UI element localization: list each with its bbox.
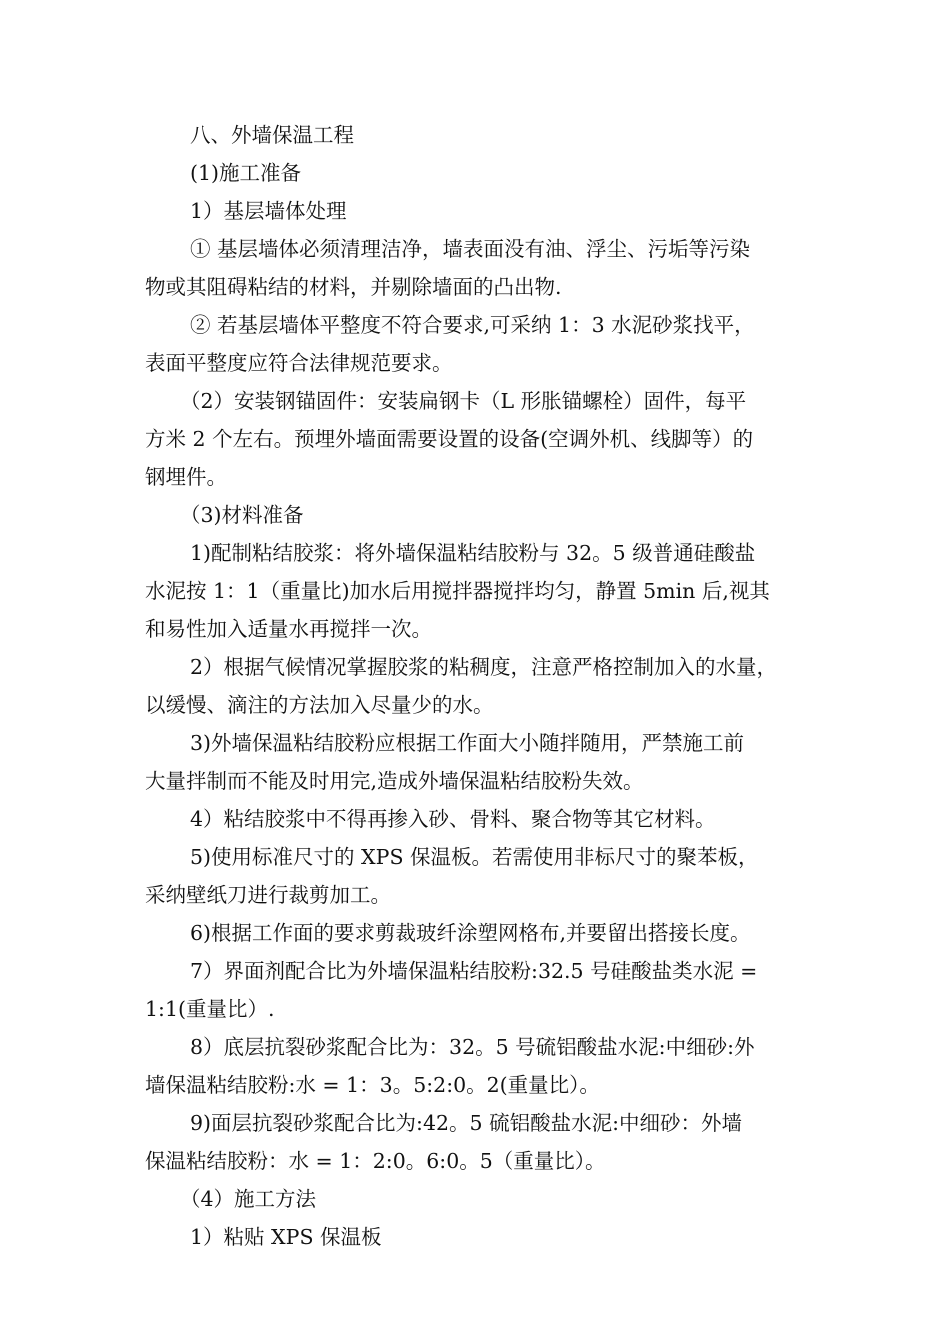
paragraph-line: 方米 2 个左右。预埋外墙面需要设置的设备(空调外机、线脚等）的 — [145, 427, 754, 451]
paragraph-line: 6)根据工作面的要求剪裁玻纤涂塑网格布,并要留出搭接长度。 — [190, 921, 751, 945]
paragraph-line: 采纳壁纸刀进行裁剪加工。 — [145, 883, 391, 907]
paragraph-line: 7）界面剂配合比为外墙保温粘结胶粉:32.5 号硅酸盐类水泥 = — [190, 959, 758, 983]
paragraph-line: 2）根据气候情况掌握胶浆的粘稠度，注意严格控制加入的水量， — [190, 655, 778, 679]
section-heading: 八、外墙保温工程 — [190, 123, 354, 147]
paragraph-line: 表面平整度应符合法律规范要求。 — [145, 351, 453, 375]
paragraph-line: 1)配制粘结胶浆：将外墙保温粘结胶粉与 32。5 级普通硅酸盐 — [190, 541, 756, 565]
paragraph-line: 以缓慢、滴注的方法加入尽量少的水。 — [145, 693, 494, 717]
paragraph-line: ② 若基层墙体平整度不符合要求,可采纳 1：3 水泥砂浆找平， — [190, 313, 755, 337]
paragraph-line: 和易性加入适量水再搅拌一次。 — [145, 617, 432, 641]
paragraph-line: 3)外墙保温粘结胶粉应根据工作面大小随拌随用，严禁施工前 — [190, 731, 745, 755]
subsection-heading: （4）施工方法 — [180, 1187, 317, 1211]
paragraph-line: （2）安装钢锚固件：安装扁钢卡（L 形胀锚螺栓）固件，每平 — [180, 389, 747, 413]
paragraph-line: 8）底层抗裂砂浆配合比为：32。5 号硫铝酸盐水泥:中细砂:外 — [190, 1035, 755, 1059]
subsection-heading: (1)施工准备 — [190, 161, 302, 185]
paragraph-line: 大量拌制而不能及时用完,造成外墙保温粘结胶粉失效。 — [145, 769, 644, 793]
item-heading: 1）基层墙体处理 — [190, 199, 347, 223]
paragraph-line: 5)使用标准尺寸的 XPS 保温板。若需使用非标尺寸的聚苯板， — [190, 845, 759, 869]
paragraph-line: 4）粘结胶浆中不得再掺入砂、骨料、聚合物等其它材料。 — [190, 807, 716, 831]
subsection-heading: （3)材料准备 — [180, 503, 304, 527]
paragraph-line: 墙保温粘结胶粉:水 = 1：3。5:2:0。2(重量比）。 — [145, 1073, 600, 1097]
paragraph-line: 水泥按 1：1（重量比)加水后用搅拌器搅拌均匀，静置 5min 后,视其 — [145, 579, 770, 603]
paragraph-line: ① 基层墙体必须清理洁净，墙表面没有油、浮尘、污垢等污染 — [190, 237, 751, 261]
paragraph-line: 1:1(重量比）. — [145, 997, 275, 1021]
paragraph-line: 物或其阻碍粘结的材料，并剔除墙面的凸出物. — [145, 275, 562, 299]
item-heading: 1）粘贴 XPS 保温板 — [190, 1225, 382, 1249]
paragraph-line: 保温粘结胶粉：水 = 1：2:0。6:0。5（重量比）。 — [145, 1149, 606, 1173]
paragraph-line: 钢埋件。 — [145, 465, 227, 489]
paragraph-line: 9)面层抗裂砂浆配合比为:42。5 硫铝酸盐水泥:中细砂：外墙 — [190, 1111, 742, 1135]
